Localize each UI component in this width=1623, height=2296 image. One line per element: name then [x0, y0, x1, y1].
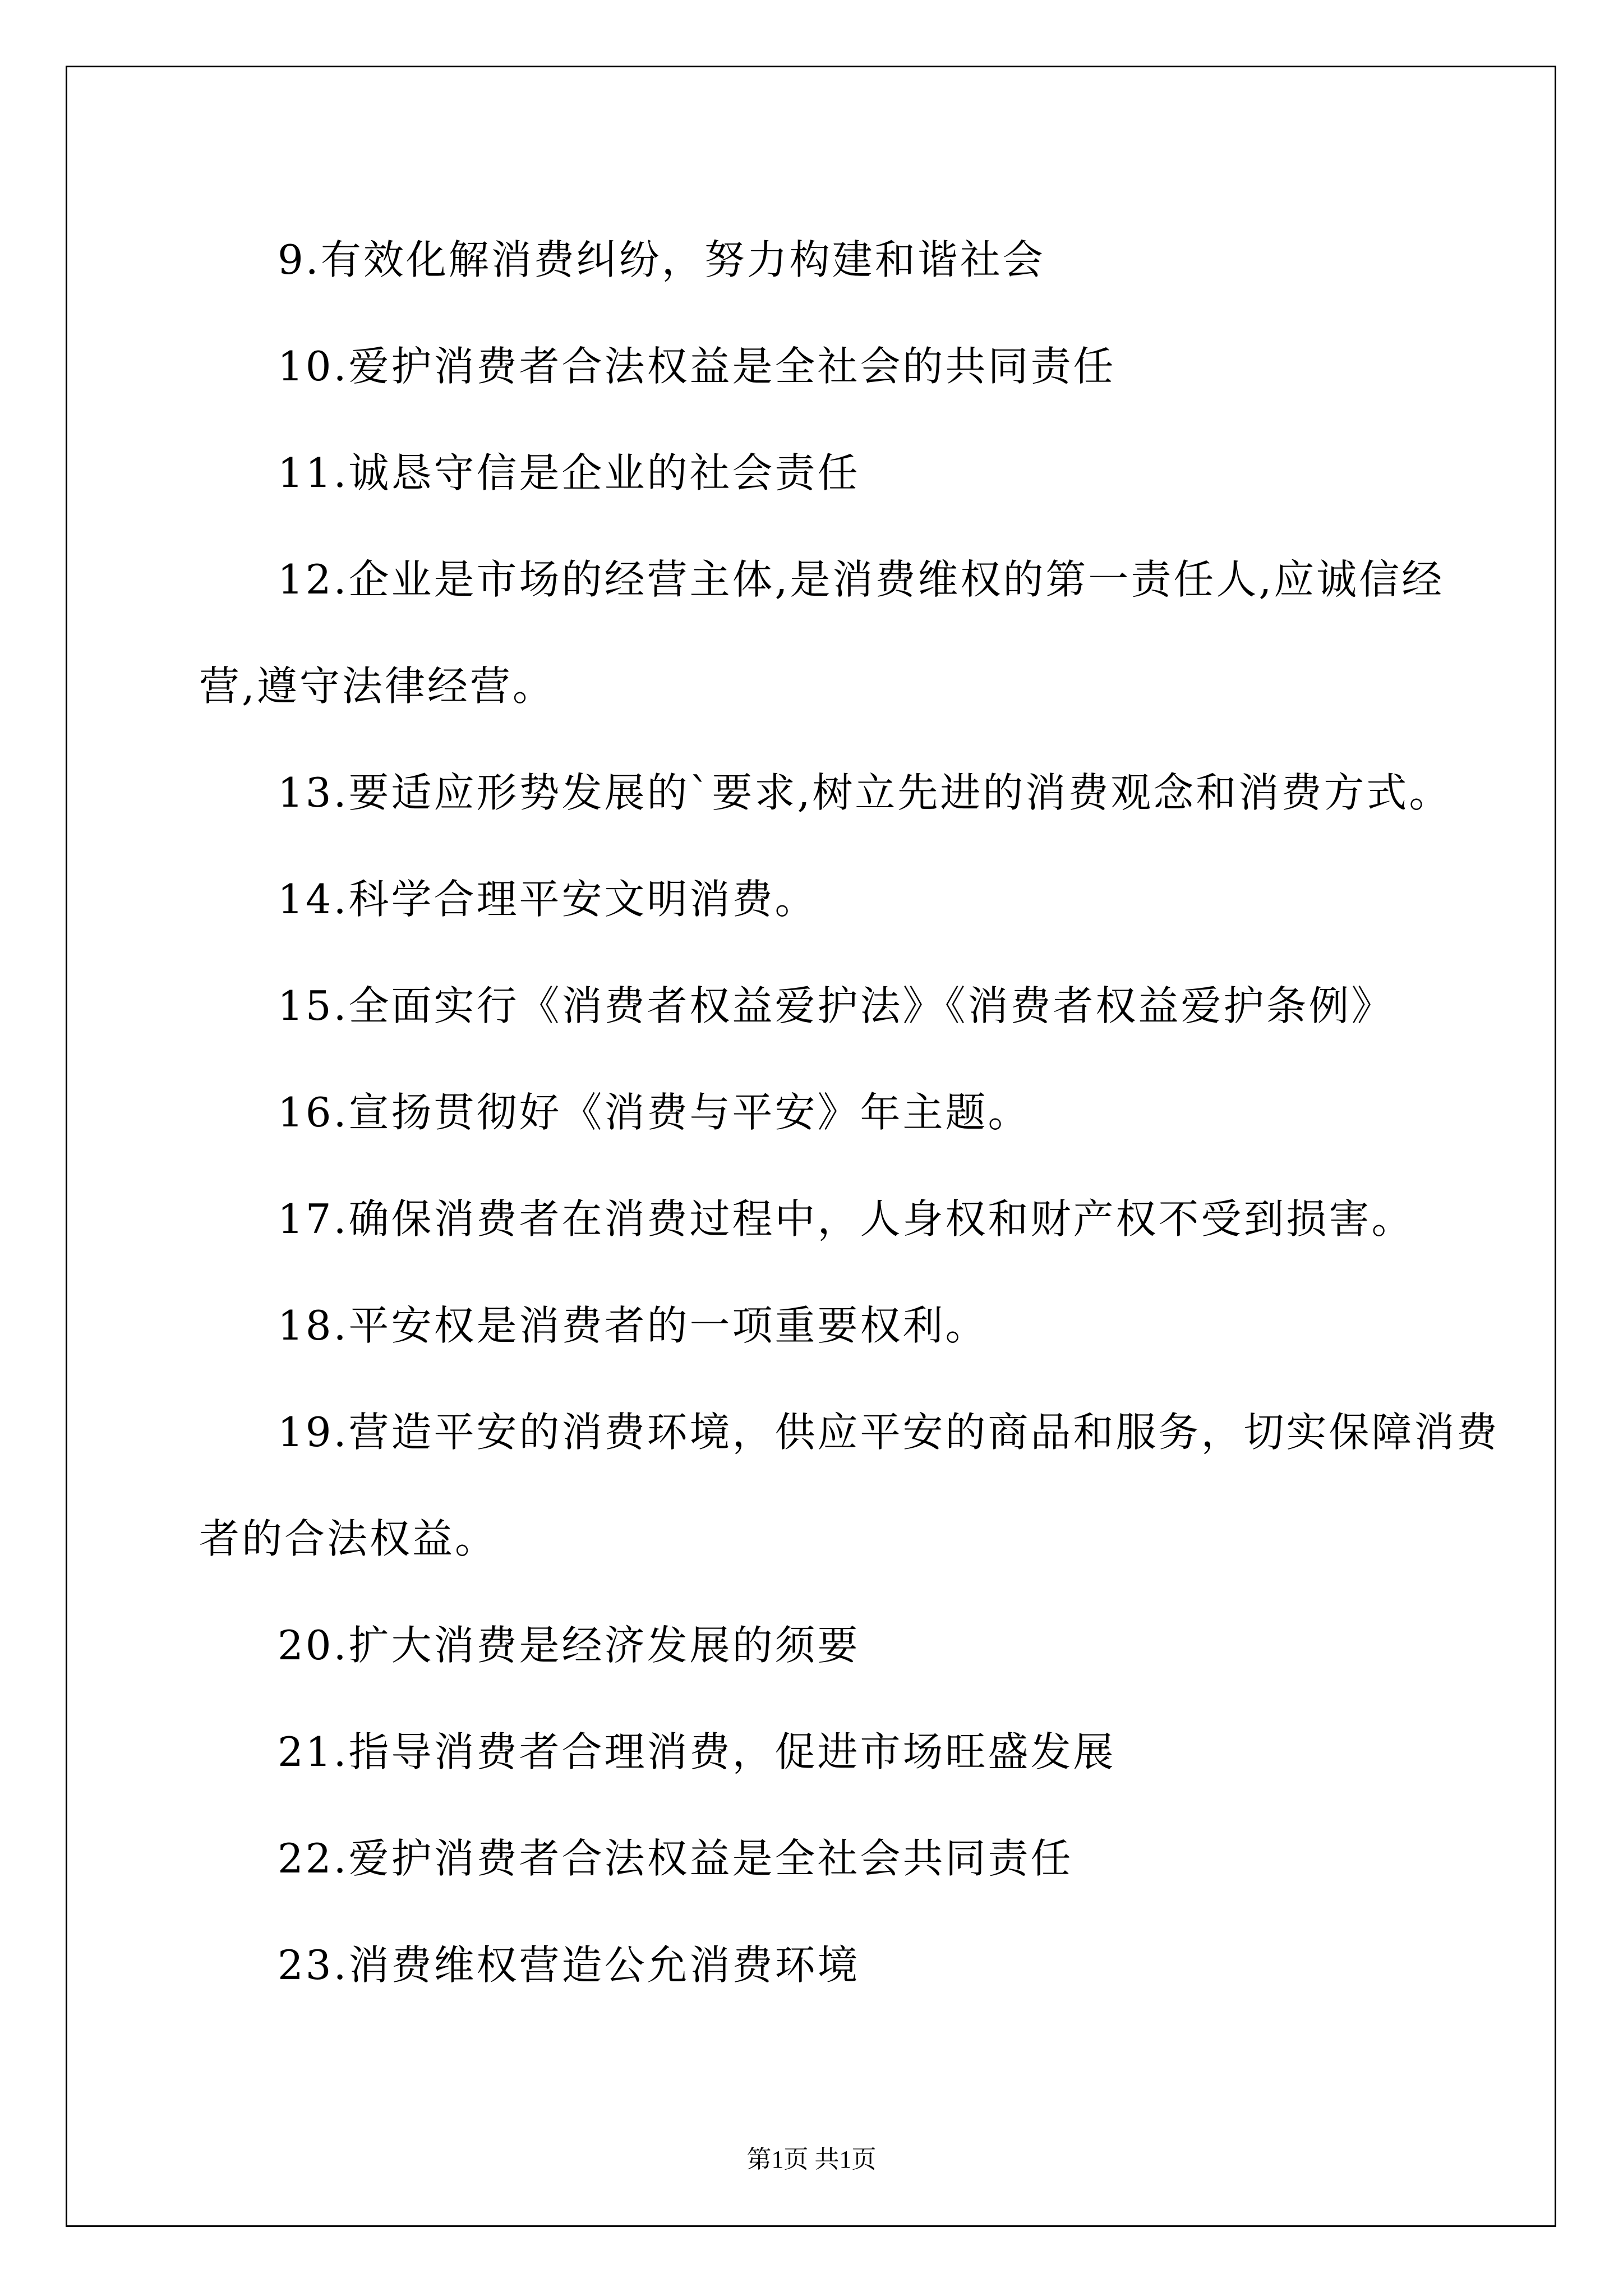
list-item: 15.全面实行《消费者权益爱护法》《消费者权益爱护条例》 [278, 982, 1394, 1029]
list-item: 21.指导消费者合理消费，促进市场旺盛发展 [278, 1728, 1116, 1775]
list-item: 16.宣扬贯彻好《消费与平安》年主题。 [278, 1089, 1031, 1136]
list-item: 13.要适应形势发展的`要求,树立先进的消费观念和消费方式。 [278, 769, 1452, 816]
list-item-continuation: 者的合法权益。 [199, 1515, 498, 1562]
list-item: 20.扩大消费是经济发展的须要 [278, 1622, 860, 1669]
list-item-continuation: 营,遵守法律经营。 [199, 662, 555, 710]
list-item: 14.科学合理平安文明消费。 [278, 876, 818, 923]
list-item: 9.有效化解消费纠纷，努力构建和谐社会 [278, 236, 1045, 283]
list-item: 18.平安权是消费者的一项重要权利。 [278, 1302, 988, 1349]
list-item: 10.爱护消费者合法权益是全社会的共同责任 [278, 343, 1116, 390]
list-item: 22.爱护消费者合法权益是全社会共同责任 [278, 1835, 1073, 1882]
list-item: 23.消费维权营造公允消费环境 [278, 1941, 860, 1989]
list-item: 11.诚恳守信是企业的社会责任 [278, 449, 860, 496]
list-item: 17.确保消费者在消费过程中，人身权和财产权不受到损害。 [278, 1195, 1414, 1243]
list-item: 19.营造平安的消费环境，供应平安的商品和服务，切实保障消费 [278, 1409, 1500, 1456]
list-item: 12.企业是市场的经营主体,是消费维权的第一责任人,应诚信经 [278, 556, 1445, 603]
page-footer: 第1页 共1页 [746, 2146, 877, 2173]
